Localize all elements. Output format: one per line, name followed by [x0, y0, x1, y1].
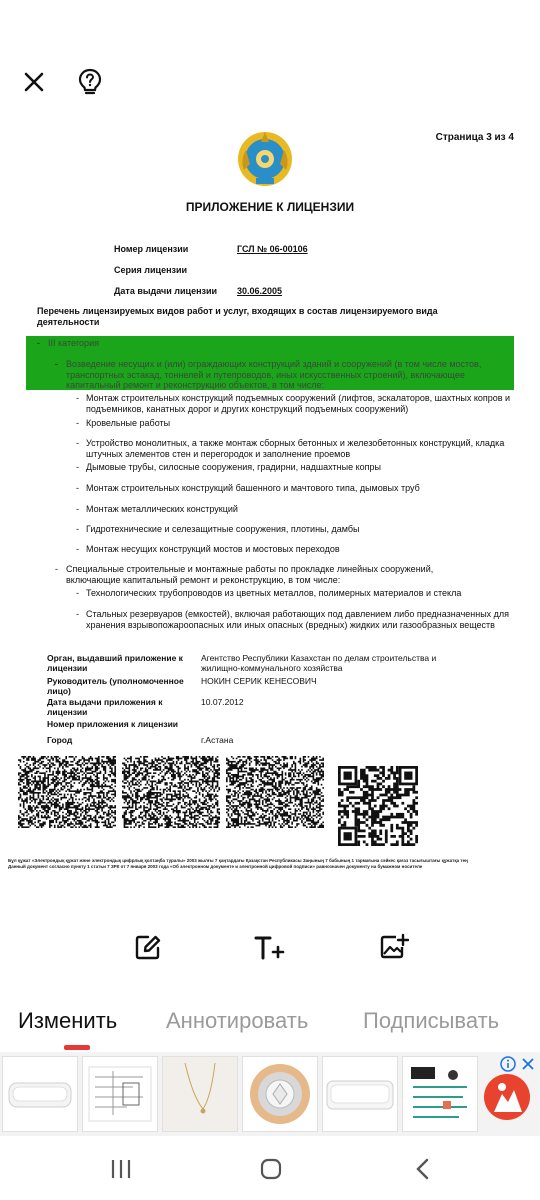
bullet-dash: - — [76, 544, 79, 554]
bottom-tabs — [0, 1000, 540, 1046]
info-label: Орган, выдавший приложение к лицензии — [47, 653, 183, 673]
list-item: Монтаж металлических конструкций — [86, 504, 238, 514]
ad-product-bathtub[interactable] — [2, 1056, 78, 1132]
close-icon — [22, 70, 46, 94]
help-bulb-icon — [77, 68, 103, 96]
recent-apps-icon — [109, 1158, 133, 1180]
field-value: ГСЛ № 06-00106 — [237, 244, 308, 254]
earring-image — [243, 1057, 317, 1131]
bullet-dash: - — [76, 418, 79, 428]
info-label: Дата выдачи приложения к лицензии — [47, 697, 163, 717]
system-nav-bar — [0, 1136, 540, 1200]
tab-annotate[interactable]: Аннотировать — [166, 1008, 309, 1033]
info-value: Агентство Республики Казахстан по делам строительства и жилищно-коммунального хозяйства — [201, 653, 437, 673]
footer-ru: Данный документ согласно пункту 1 статьи 7 ЗРК от 7 января 2003 года «Об электронном документе и электронной цифровой подписи» равнозначен документу на бумажном носителе — [8, 864, 423, 869]
field-label: Дата выдачи лицензии — [114, 286, 218, 296]
signature-barcode — [122, 756, 220, 828]
document-page[interactable] — [0, 122, 540, 882]
license-series-row — [114, 265, 187, 275]
list-item: Дымовые трубы, силосные сооружения, градирни, надшахтные копры — [86, 462, 381, 472]
bullet-dash: - — [55, 359, 58, 369]
state-emblem-icon — [236, 130, 294, 188]
add-image-icon — [379, 933, 409, 961]
ad-product-tub[interactable] — [322, 1056, 398, 1132]
bullet-dash: - — [76, 524, 79, 534]
add-text-button[interactable] — [254, 931, 286, 963]
tab-edit[interactable]: Изменить — [18, 1008, 118, 1033]
bullet-dash: - — [76, 504, 79, 514]
brand-logo-icon — [482, 1072, 532, 1122]
ad-product-earring[interactable] — [242, 1056, 318, 1132]
info-value: НОКИН СЕРИК КЕНЕСОВИЧ — [201, 676, 317, 686]
field-label: Номер лицензии — [114, 244, 189, 254]
ad-close-button[interactable] — [520, 1056, 536, 1072]
bullet-dash: - — [55, 564, 58, 574]
list-heading: Перечень лицензируемых видов работ и услуг, входящих в состав лицензируемого вида деятельности — [37, 306, 438, 327]
license-number-row — [114, 244, 308, 254]
license-date-row — [114, 286, 283, 296]
bullet-dash: - — [76, 393, 79, 403]
back-button[interactable] — [408, 1154, 438, 1184]
list-item: Монтаж строительных конструкций башенного и мачтового типа, дымовых труб — [86, 483, 420, 493]
active-tab-indicator — [64, 1045, 90, 1050]
list-item: Стальных резервуаров (емкостей), включая работающих под давлением либо предназначенных для хранения взрывопожароопасных или иных опасных (вредных) жидких или газообразных веществ — [86, 609, 510, 630]
list-item: Кровельные работы — [86, 418, 171, 428]
info-label: Номер приложения к лицензии — [47, 719, 179, 729]
ad-product-necklace[interactable] — [162, 1056, 238, 1132]
bathtub-image — [3, 1057, 77, 1131]
home-icon — [259, 1157, 283, 1181]
tools-row — [0, 915, 540, 979]
ad-banner[interactable] — [0, 1052, 540, 1136]
field-value: 30.06.2005 — [237, 286, 283, 296]
info-icon — [500, 1056, 516, 1072]
bathtub-image — [323, 1057, 397, 1131]
list-item: Устройство монолитных, а также монтаж сборных бетонных и железобетонных конструкций, кладка штучных элементов стен и перегородок и заполнение проемов — [86, 438, 505, 459]
necklace-image — [163, 1057, 237, 1131]
section2-text: Специальные строительные и монтажные работы по прокладке линейных сооружений, включающие капитальный ремонт и реконструкцию, в том числе: — [66, 564, 434, 585]
field-label: Серия лицензии — [114, 265, 188, 275]
page-number: Страница 3 из 4 — [435, 132, 514, 143]
info-value: 10.07.2012 — [201, 697, 244, 707]
technical-drawing-image — [83, 1057, 157, 1131]
info-label: Город — [47, 735, 73, 745]
footer-kz: Бұл құжат «Электрондық құжат және электрондық цифрлық қолтаңба туралы» 2003 жылғы 7 қаңтардағы Қазақстан Республикасы Заңының 7 бабының 1 тармағына сәйкес қағаз тасығыштағы құжатқа тең — [8, 858, 468, 863]
bullet-dash: - — [37, 338, 40, 348]
list-item: Гидротехнические и селезащитные сооружения, плотины, дамбы — [86, 524, 360, 534]
ad-brand-logo[interactable] — [482, 1072, 532, 1122]
document-title: ПРИЛОЖЕНИЕ К ЛИЦЕНЗИИ — [185, 200, 355, 214]
list-item: Монтаж строительных конструкций подъемных сооружений (лифтов, эскалаторов, шахтных копров и подъемников, канатных дорог и других конструкций подъемных сооружений) — [86, 393, 511, 414]
bullet-dash: - — [76, 483, 79, 493]
top-toolbar — [0, 0, 540, 120]
edit-text-icon — [134, 933, 162, 961]
ad-info-button[interactable] — [500, 1056, 516, 1072]
bullet-dash: - — [76, 609, 79, 619]
category-label: III категория — [48, 338, 99, 348]
list-item: Монтаж несущих конструкций мостов и мостовых переходов — [86, 544, 340, 554]
help-button[interactable] — [70, 62, 110, 102]
home-button[interactable] — [256, 1154, 286, 1184]
bullet-dash: - — [76, 462, 79, 472]
bullet-dash: - — [76, 438, 79, 448]
recent-apps-button[interactable] — [106, 1154, 136, 1184]
edit-text-button[interactable] — [132, 931, 164, 963]
close-button[interactable] — [14, 62, 54, 102]
info-value: г.Астана — [201, 735, 234, 745]
close-icon — [520, 1056, 536, 1072]
add-text-icon — [254, 933, 286, 961]
add-image-button[interactable] — [378, 931, 410, 963]
list-item: Технологических трубопроводов из цветных металлов, полимерных материалов и стекла — [86, 588, 462, 598]
bullet-dash: - — [76, 588, 79, 598]
ad-product-drawing[interactable] — [82, 1056, 158, 1132]
back-icon — [413, 1157, 433, 1181]
section1-text: Возведение несущих и (или) ограждающих конструкций зданий и сооружений (в том числе мостов, транспортных эстакад, тоннелей и путепроводов, иных искусственных строений), включающее капитальный ремонт и реконструкцию объектов, в том числе: — [66, 359, 482, 390]
qr-code — [338, 766, 418, 846]
footer-note — [8, 858, 528, 870]
electronics-kit-image — [403, 1057, 477, 1131]
signature-barcode — [18, 756, 116, 828]
ad-product-electronics[interactable] — [402, 1056, 478, 1132]
signature-barcode — [226, 756, 324, 828]
info-label: Руководитель (уполномоченное лицо) — [47, 676, 184, 696]
tab-sign[interactable]: Подписывать — [363, 1008, 500, 1033]
